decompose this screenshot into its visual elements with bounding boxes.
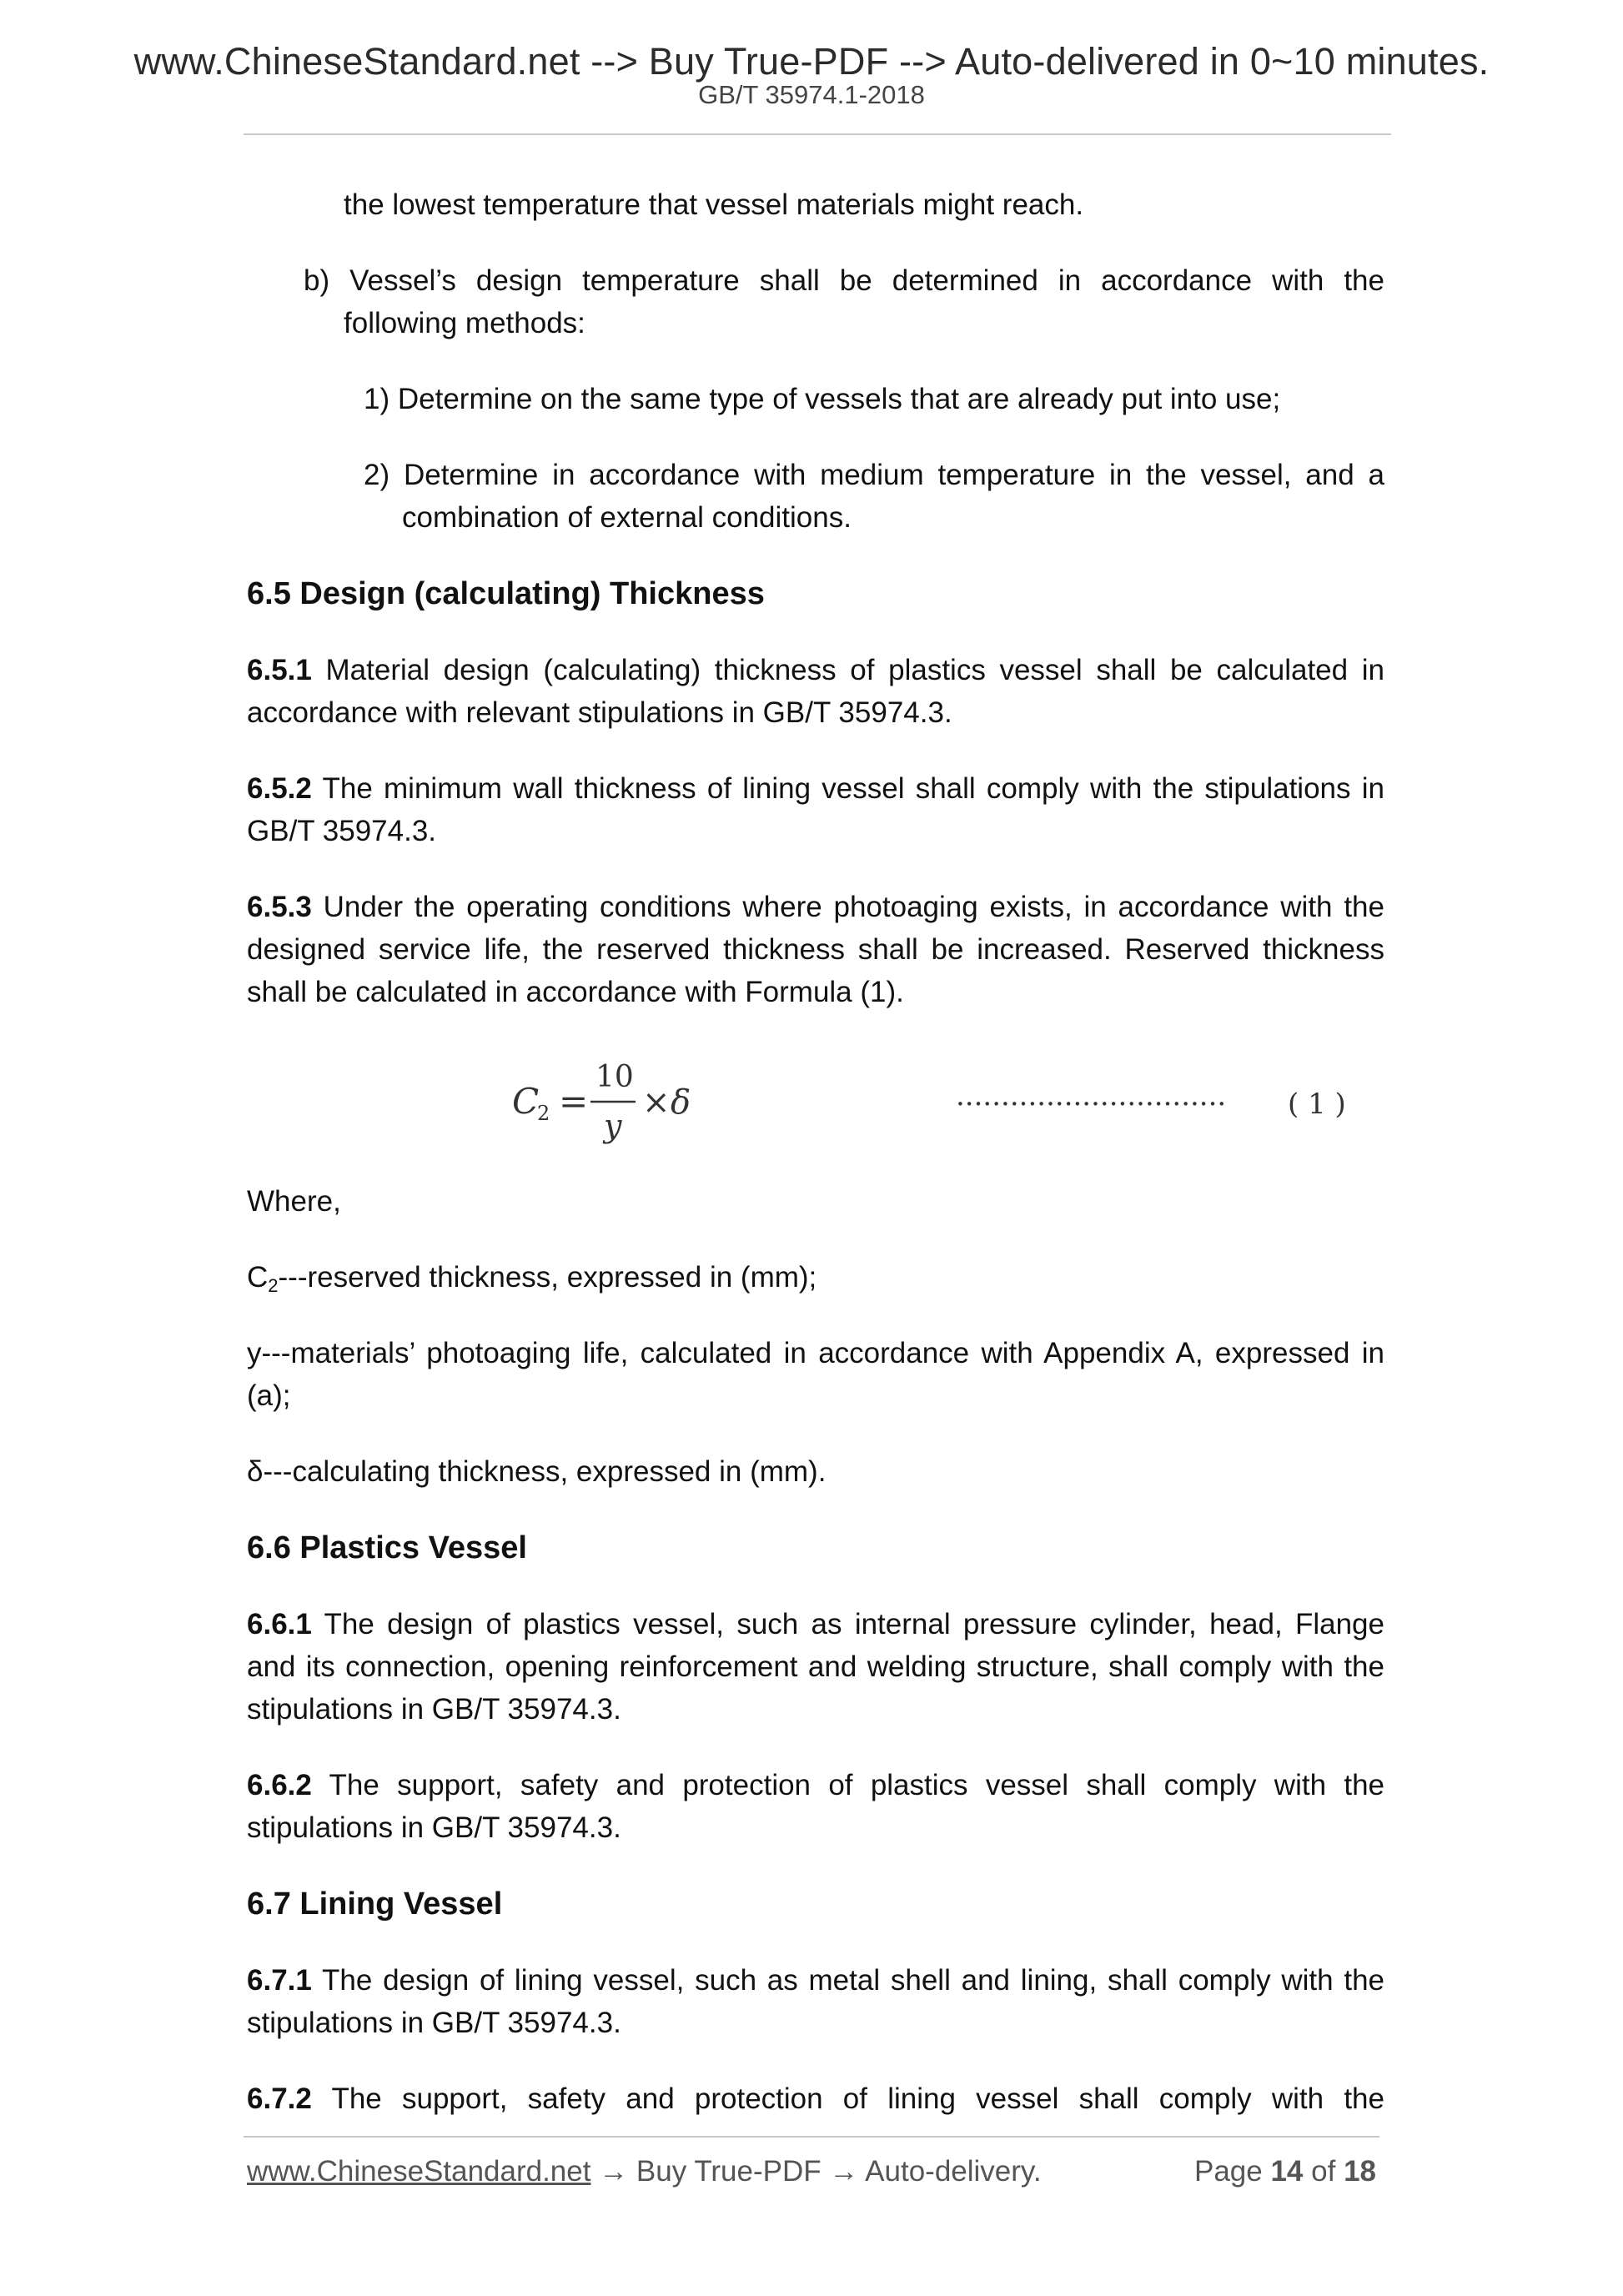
site-banner: www.ChineseStandard.net --> Buy True-PDF --> Auto-delivered in 0~10 minutes. <box>133 40 1490 83</box>
formula-times: × <box>642 1083 671 1122</box>
continuation-text: the lowest temperature that vessel materials might reach. <box>344 188 1084 221</box>
clause-number: 6.5.1 <box>247 654 312 686</box>
definition-subscript: 2 <box>268 1275 279 1296</box>
list-item-b <box>247 259 1384 344</box>
list-text: Determine on the same type of vessels that are already put into use; <box>397 383 1281 415</box>
clause-text: Material design (calculating) thickness of plastics vessel shall be calculated in accordance with relevant stipulations in GB/T 35974.3. <box>247 654 1384 729</box>
list-marker: 1) <box>364 383 390 415</box>
where-label: Where, <box>247 1185 341 1218</box>
clause-number: 6.6.2 <box>247 1769 312 1801</box>
clause-text: The design of plastics vessel, such as internal pressure cylinder, head, Flange and its connection, opening reinforcement and welding structure, shall comply with the stipulations in GB/T 35974.3. <box>247 1608 1384 1726</box>
formula-1 <box>247 1038 1384 1155</box>
formula-equals: = <box>559 1081 589 1122</box>
page-footer <box>247 2155 1383 2197</box>
formula-delta: δ <box>671 1083 691 1122</box>
clause-number: 6.6.1 <box>247 1608 312 1640</box>
list-text: Determine in accordance with medium temperature in the vessel, and a combination of external conditions. <box>402 459 1384 534</box>
section-heading-6-5: 6.5 Design (calculating) Thickness <box>247 576 765 611</box>
section-heading-6-7: 6.7 Lining Vessel <box>247 1887 503 1922</box>
definition-c2 <box>247 1256 1384 1299</box>
footer-promo <box>247 2155 1042 2188</box>
footer-divider <box>244 2136 1379 2138</box>
clause-text: The design of lining vessel, such as metal shell and lining, shall comply with the stipulations in GB/T 35974.3. <box>247 1964 1385 2039</box>
clause-number: 6.5.2 <box>247 772 312 805</box>
clause-text: The support, safety and protection of plastics vessel shall comply with the stipulations in GB/T 35974.3. <box>247 1769 1384 1844</box>
current-page: 14 <box>1270 2155 1304 2188</box>
total-pages: 18 <box>1344 2155 1376 2188</box>
formula-graphic <box>247 1038 1384 1155</box>
list-text: Vessel’s design temperature shall be determined in accordance with the following methods: <box>344 264 1384 339</box>
formula-lhs: C <box>512 1081 540 1122</box>
clause-6-6-2 <box>247 1764 1384 1849</box>
list-marker: 2) <box>364 459 390 491</box>
formula-lhs-sub: 2 <box>537 1102 550 1125</box>
clause-text: The minimum wall thickness of lining vessel shall comply with the stipulations in GB/T 35974.3. <box>247 772 1384 847</box>
page-indicator <box>1194 2155 1376 2188</box>
clause-6-7-2 <box>247 2077 1384 2120</box>
page-label: Page <box>1193 2155 1263 2188</box>
formula-numerator: 10 <box>595 1060 634 1094</box>
formula-denominator: y <box>604 1108 622 1144</box>
clause-6-5-1 <box>247 649 1384 734</box>
standard-id: GB/T 35974.1-2018 <box>698 80 925 109</box>
document-body <box>247 183 1384 2120</box>
clause-6-6-1 <box>247 1603 1384 1731</box>
footer-promo-text: → Buy True-PDF → Auto-delivery. <box>590 2155 1042 2188</box>
clause-number: 6.7.2 <box>247 2082 312 2115</box>
of-label: of <box>1311 2155 1336 2188</box>
clause-6-7-1 <box>247 1959 1384 2044</box>
list-marker: b) <box>304 264 330 297</box>
definition-symbol: C <box>247 1261 269 1294</box>
clause-6-5-2 <box>247 767 1384 852</box>
clause-text: Under the operating conditions where photoaging exists, in accordance with the designed service life, the reserved thickness shall be increased. Reserved thickness shall be calculated in accordance with Formula (1). <box>247 891 1384 1008</box>
header-divider <box>244 133 1391 135</box>
section-heading-6-6: 6.6 Plastics Vessel <box>247 1530 527 1565</box>
definition-delta: δ---calculating thickness, expressed in (mm). <box>247 1455 827 1488</box>
clause-text: The support, safety and protection of lining vessel shall comply with the <box>331 2082 1384 2115</box>
formula-dot-leader: ······························ <box>956 1088 1227 1121</box>
definition-text: ---reserved thickness, expressed in (mm); <box>278 1261 817 1294</box>
list-item-2 <box>247 454 1384 539</box>
clause-number: 6.5.3 <box>247 891 312 923</box>
definition-y: y---materials’ photoaging life, calculated in accordance with Appendix A, expressed in (a); <box>247 1337 1384 1412</box>
footer-site-link[interactable]: www.ChineseStandard.net <box>247 2155 591 2188</box>
formula-number: ( 1 ) <box>1288 1088 1346 1121</box>
clause-number: 6.7.1 <box>247 1964 312 1997</box>
clause-6-5-3 <box>247 886 1384 1013</box>
list-item-1 <box>247 378 1384 420</box>
